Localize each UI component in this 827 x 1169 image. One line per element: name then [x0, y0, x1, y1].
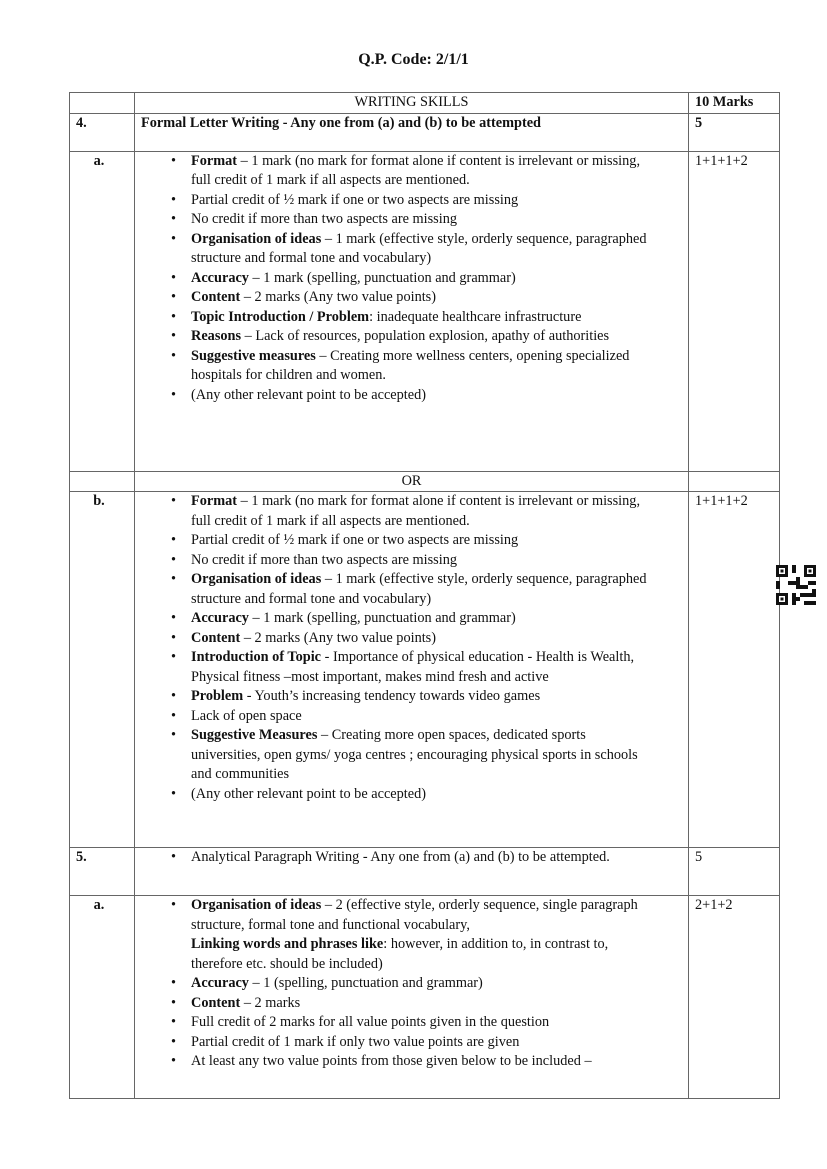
criteria-item: [191, 994, 651, 1014]
criteria-text: : however, in addition to, in contrast to, therefore etc. should be included): [191, 936, 609, 972]
criteria-heading: Format: [191, 493, 238, 509]
criteria-item: [191, 492, 651, 531]
criteria-text: - Importance of physical education - Health is Wealth, Physical fitness –most important, makes mind fresh and active: [191, 649, 635, 685]
question-number: 5.: [70, 848, 135, 896]
part-label: a.: [70, 896, 135, 1099]
qp-code: Q.P. Code: 2/1/1: [358, 51, 469, 68]
criteria-item: [191, 648, 651, 687]
criteria-heading: Reasons: [191, 328, 242, 344]
criteria-item: [191, 785, 651, 805]
criteria-text: – 1 (spelling, punctuation and grammar): [248, 975, 483, 991]
question-marks: 5: [689, 848, 780, 896]
criteria-text: At least any two value points from those given below to be included –: [191, 1053, 592, 1069]
criteria-item: [191, 726, 651, 785]
criteria-heading: Content: [191, 629, 241, 646]
criteria-heading: Topic Introduction / Problem: [191, 308, 370, 325]
criteria-item: [191, 848, 651, 868]
part-row: [70, 151, 780, 471]
criteria-text: – 1 mark (spelling, punctuation and grammar): [248, 610, 516, 626]
criteria-item: [191, 687, 651, 707]
marking-scheme-table: [69, 92, 780, 1099]
criteria-item: [191, 1013, 651, 1033]
criteria-list: [141, 492, 651, 804]
criteria-item: [191, 386, 651, 406]
criteria-item: [191, 707, 651, 727]
criteria-text: (Any other relevant point to be accepted): [191, 386, 427, 403]
criteria-item: [191, 210, 651, 230]
criteria-text: No credit if more than two aspects are missing: [191, 551, 458, 568]
criteria-text: : inadequate healthcare infrastructure: [369, 308, 582, 325]
part-row: [70, 492, 780, 848]
criteria-text: – Creating more wellness centers, opening specialized hospitals for children and women.: [191, 347, 630, 383]
question-heading: Formal Letter Writing - Any one from (a) and (b) to be attempted: [135, 113, 689, 151]
criteria-text: – Lack of resources, population explosion, apathy of authorities: [241, 328, 610, 344]
criteria-text: – 1 mark (effective style, orderly sequence, paragraphed structure and formal tone and vocabulary): [191, 571, 647, 607]
part-label: a.: [70, 151, 135, 471]
criteria-item: [191, 308, 651, 328]
criteria-text: Partial credit of ½ mark if one or two aspects are missing: [191, 191, 519, 208]
criteria-item: [191, 570, 651, 609]
criteria-text: Full credit of 2 marks for all value points given in the question: [191, 1014, 550, 1030]
criteria-item: [191, 191, 651, 211]
criteria-item: [191, 152, 651, 191]
criteria-heading: Content: [191, 994, 241, 1011]
criteria-list: [141, 152, 651, 406]
criteria-item: [191, 269, 651, 289]
or-row: [70, 471, 780, 492]
criteria-item: [191, 974, 651, 994]
criteria-heading: Linking words and phrases like: [191, 936, 384, 952]
criteria-heading: Accuracy: [191, 975, 249, 991]
criteria-text: – 2 marks (Any two value points): [240, 289, 437, 305]
criteria-text: Analytical Paragraph Writing - Any one from (a) and (b) to be attempted.: [191, 849, 610, 865]
criteria-text: Partial credit of ½ mark if one or two aspects are missing: [191, 532, 519, 548]
criteria-heading: Format: [191, 152, 238, 169]
criteria-text: - Youth’s increasing tendency towards video games: [243, 688, 541, 704]
criteria-text: – 1 mark (no mark for format alone if content is irrelevant or missing, full credit of 1 mark if all aspects are mentioned.: [191, 152, 641, 188]
question-row: [70, 848, 780, 896]
criteria-heading: Organisation of ideas: [191, 897, 322, 913]
criteria-item: [191, 288, 651, 308]
criteria-item: [191, 347, 651, 386]
or-divider: OR: [135, 471, 689, 492]
part-marks: 2+1+2: [689, 896, 780, 1099]
header-row: [70, 93, 780, 114]
criteria-item: [191, 551, 651, 571]
criteria-heading: Suggestive measures: [191, 347, 316, 364]
criteria-text: – 1 mark (no mark for format alone if content is irrelevant or missing, full credit of 1 mark if all aspects are mentioned.: [191, 493, 641, 529]
question-number: 4.: [70, 113, 135, 151]
criteria-heading: Problem: [191, 688, 244, 704]
total-marks: 10 Marks: [689, 93, 780, 114]
question-row: [70, 113, 780, 151]
criteria-heading: Organisation of ideas: [191, 571, 322, 587]
criteria-item: [191, 531, 651, 551]
part-marks: 1+1+1+2: [689, 151, 780, 471]
criteria-text: – 2 marks (Any two value points): [240, 629, 437, 646]
criteria-list: [141, 896, 651, 1072]
criteria-text: – 2 marks: [240, 994, 301, 1011]
criteria-heading: Accuracy: [191, 269, 249, 286]
criteria-text: – 1 mark (effective style, orderly sequence, paragraphed structure and formal tone and vocabulary): [191, 230, 647, 266]
criteria-item: [191, 629, 651, 649]
part-row: [70, 896, 780, 1099]
criteria-item: [191, 230, 651, 269]
criteria-heading: Introduction of Topic: [191, 649, 322, 665]
section-title: WRITING SKILLS: [135, 93, 689, 114]
criteria-heading: Organisation of ideas: [191, 230, 322, 247]
question-marks: 5: [689, 113, 780, 151]
criteria-heading: Content: [191, 289, 241, 305]
criteria-heading: Accuracy: [191, 610, 249, 626]
criteria-text: (Any other relevant point to be accepted): [191, 785, 427, 802]
criteria-text: – 1 mark (spelling, punctuation and grammar): [248, 269, 516, 286]
criteria-text: – 2 (effective style, orderly sequence, single paragraph structure, formal tone and functional vocabulary,: [191, 897, 638, 933]
qr-code-icon: [776, 565, 816, 605]
criteria-text: – Creating more open spaces, dedicated sports universities, open gyms/ yoga centres ; encouraging physical sports in schools and communities: [191, 727, 638, 782]
part-label: b.: [70, 492, 135, 848]
criteria-item: [191, 896, 651, 974]
criteria-item: [191, 1033, 651, 1053]
part-marks: 1+1+1+2: [689, 492, 780, 848]
criteria-text: No credit if more than two aspects are missing: [191, 211, 458, 227]
criteria-item: [191, 609, 651, 629]
criteria-list: [141, 848, 651, 868]
criteria-item: [191, 1052, 651, 1072]
criteria-text: Lack of open space: [191, 707, 302, 724]
criteria-text: Partial credit of 1 mark if only two value points are given: [191, 1033, 520, 1050]
criteria-item: [191, 327, 651, 347]
criteria-heading: Suggestive Measures: [191, 727, 318, 743]
